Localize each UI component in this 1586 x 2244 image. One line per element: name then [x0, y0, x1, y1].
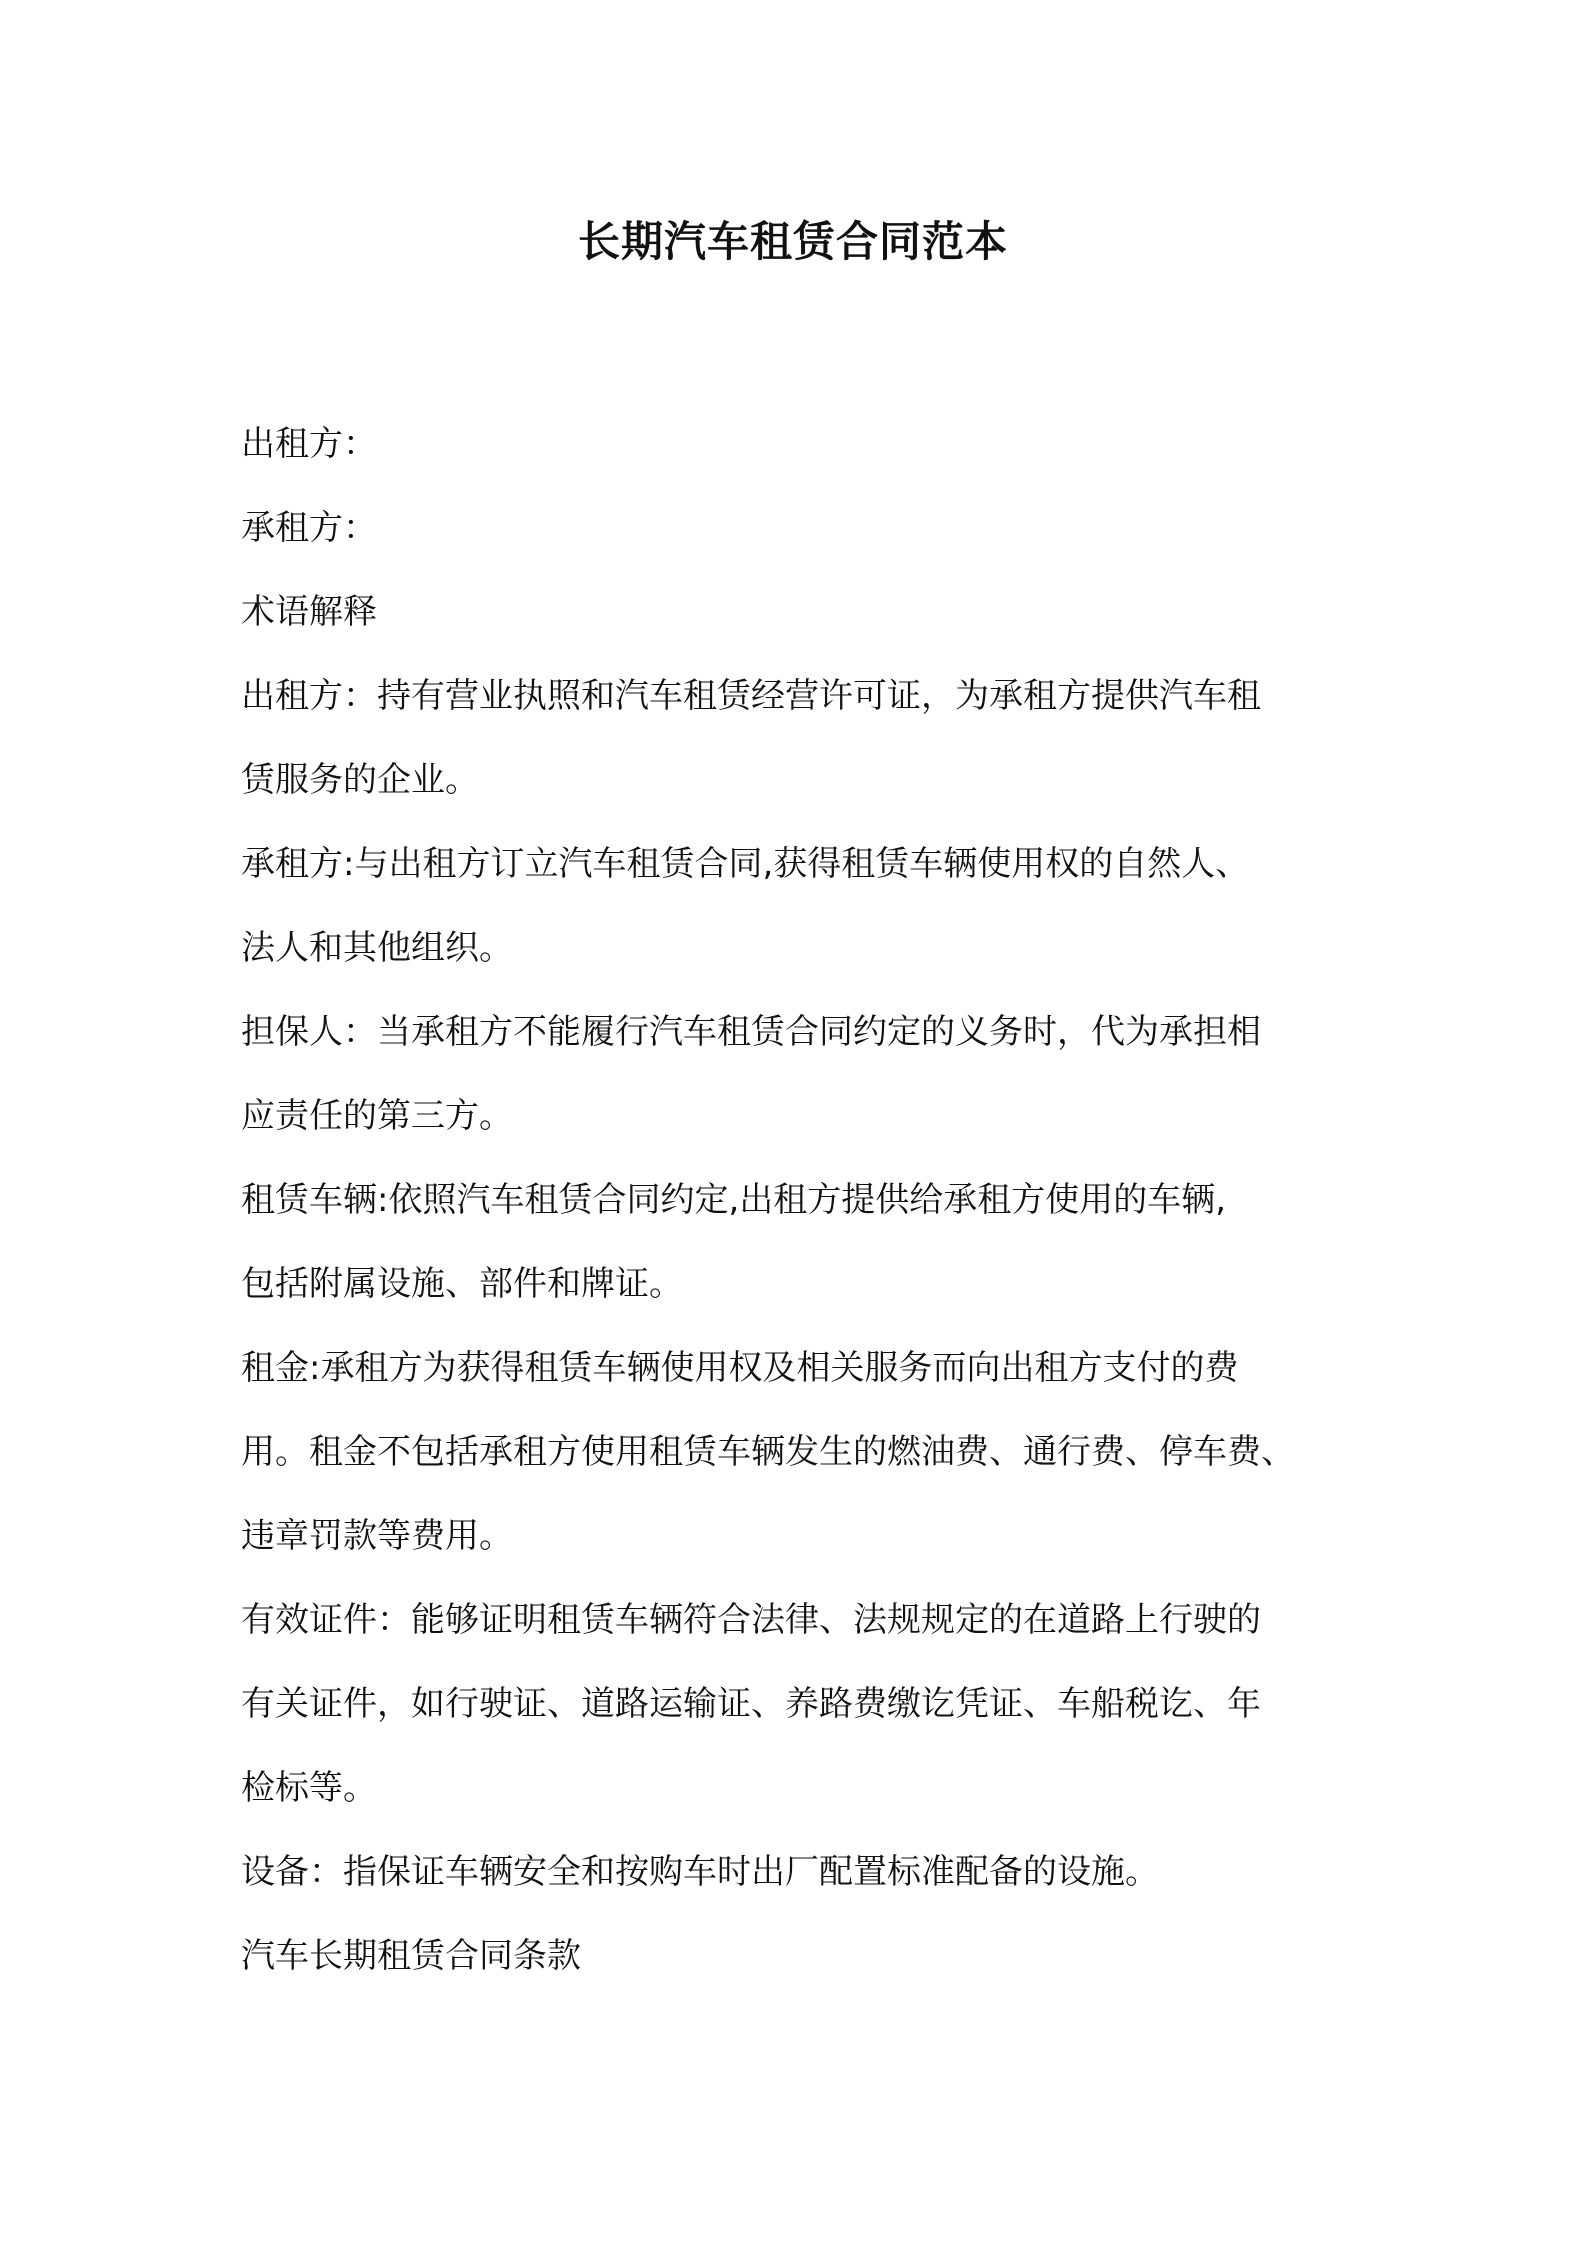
- definition-documents-line-2: 有关证件，如行驶证、道路运输证、养路费缴讫凭证、车船税讫、年: [241, 1684, 1261, 1724]
- lessee-label: 承租方：: [241, 508, 377, 548]
- definition-equipment: 设备：指保证车辆安全和按购车时出厂配置标准配备的设施。: [241, 1852, 1159, 1892]
- definition-vehicle-line-1: 租赁车辆:依照汽车租赁合同约定,出租方提供给承租方使用的车辆,: [241, 1180, 1227, 1220]
- definition-rent-line-1: 租金:承租方为获得租赁车辆使用权及相关服务而向出租方支付的费: [241, 1348, 1239, 1388]
- definition-lessor-line-1: 出租方：持有营业执照和汽车租赁经营许可证，为承租方提供汽车租: [241, 676, 1261, 716]
- contract-terms-heading: 汽车长期租赁合同条款: [241, 1936, 581, 1976]
- definition-rent-line-3: 违章罚款等费用。: [241, 1516, 513, 1556]
- lessor-label: 出租方：: [241, 424, 377, 464]
- definition-lessee-line-2: 法人和其他组织。: [241, 928, 513, 968]
- terms-heading: 术语解释: [241, 592, 377, 632]
- definition-vehicle-line-2: 包括附属设施、部件和牌证。: [241, 1264, 683, 1304]
- document-body: [241, 402, 1361, 1998]
- definition-lessee-line-1: 承租方:与出租方订立汽车租赁合同,获得租赁车辆使用权的自然人、: [241, 844, 1250, 884]
- definition-lessor-line-2: 赁服务的企业。: [241, 760, 479, 800]
- definition-guarantor-line-2: 应责任的第三方。: [241, 1096, 513, 1136]
- definition-documents-line-3: 检标等。: [241, 1768, 377, 1808]
- definition-rent-line-2: 用。租金不包括承租方使用租赁车辆发生的燃油费、通行费、停车费、: [241, 1432, 1295, 1472]
- definition-documents-line-1: 有效证件：能够证明租赁车辆符合法律、法规规定的在道路上行驶的: [241, 1600, 1261, 1640]
- definition-guarantor-line-1: 担保人：当承租方不能履行汽车租赁合同约定的义务时，代为承担相: [241, 1012, 1261, 1052]
- document-title: 长期汽车租赁合同范本: [577, 217, 1008, 266]
